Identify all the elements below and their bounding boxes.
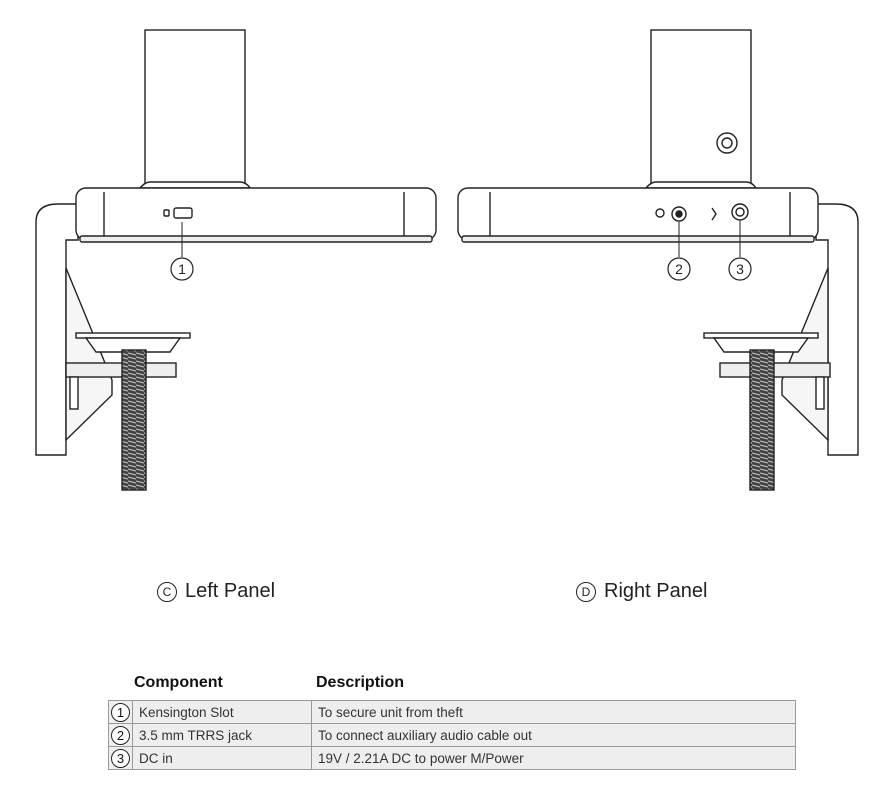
right-panel-drawing [458,30,858,490]
table-row [109,724,796,747]
callout-1-number: 1 [178,261,186,277]
row-number: 1 [111,703,130,722]
header-component: Component [134,674,223,691]
callout-3 [729,258,751,280]
row-description: 19V / 2.21A DC to power M/Power [312,747,796,770]
right-panel-label: Right Panel [604,580,708,602]
callout-2-number: 2 [675,261,683,277]
table-row [109,747,796,770]
row-number: 3 [111,749,130,768]
left-panel-drawing [36,30,436,490]
row-component: Kensington Slot [133,701,312,724]
left-panel-caption [157,580,275,603]
callout-1 [171,258,193,280]
row-component: DC in [133,747,312,770]
component-table [108,672,796,770]
row-number: 2 [111,726,130,745]
row-component: 3.5 mm TRRS jack [133,724,312,747]
left-panel-label: Left Panel [185,580,276,602]
header-description: Description [316,674,405,691]
callout-3-number: 3 [736,261,744,277]
right-panel-letter: D [576,582,596,602]
table-row [109,701,796,724]
row-description: To secure unit from theft [312,701,796,724]
component-table-body [108,700,796,770]
left-panel-letter: C [157,582,177,602]
row-description: To connect auxiliary audio cable out [312,724,796,747]
right-panel-caption [576,580,707,603]
callout-2 [668,258,690,280]
table-header [108,672,796,700]
